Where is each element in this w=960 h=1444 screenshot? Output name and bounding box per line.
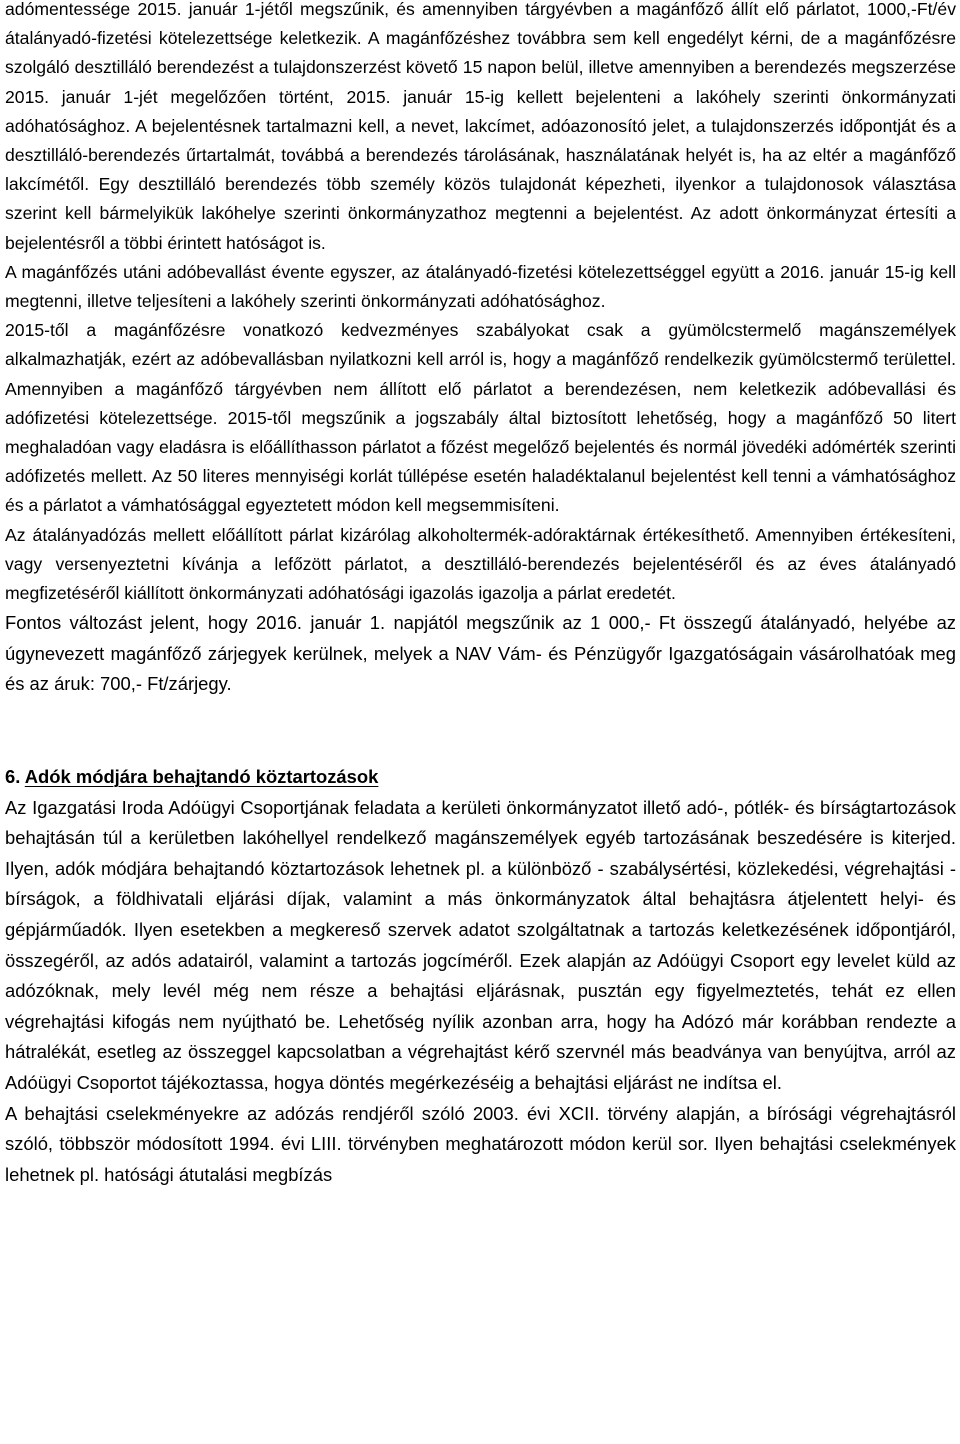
document-page — [5, 0, 956, 1190]
magánfőzés-section — [5, 0, 956, 700]
paragraph-atalanyadozas: Az átalányadózás mellett előállított párlat kizárólag alkoholtermék-adóraktárnak értékesíthető. Amennyiben értékesíteni, vagy versenyeztetni kívánja a lefőzött párlatot, a desztilláló-berendezés bejelentéséről és az éves átalányadó megfizetéséről kiállított önkormányzati adóhatósági igazolás igazolja a párlat eredetét. — [5, 524, 956, 604]
koztartozasok-section — [5, 762, 956, 1190]
paragraph-igazgatasi-iroda: Az Igazgatási Iroda Adóügyi Csoportjának feladata a kerületi önkormányzatot illető adó-, pótlék- és bírságtartozások behajtásán túl a kerületben lakóhellyel rendelkező magánszemélyek egyéb tartozásának beszedésére is kiterjed. Ilyen, adók módjára behajtandó köztartozások lehetnek pl. a különböző - szabálysértési, közlekedési, végrehajtási - bírságok, a földhivatali eljárási díjak, valamint a más önkormányzatok által behajtásra átjelentett helyi- és gépjárműadók. Ilyen esetekben a megkereső szervek adatot szolgáltatnak a tartozás keletkezésének időpontjáról, összegéről, az adós adatairól, valamint a tartozás jogcíméről. Ezek alapján az Adóügyi Csoport egy levelet küld az adózóknak, mely levél még nem része a behajtási eljárásnak, pusztán egy figyelmeztetés, tehát ez ellen végrehajtási kifogás nem nyújtható be. Lehetőség nyílik azonban arra, hogy ha Adózó már korábban rendezte a hátralékát, esetleg az összeggel kapcsolatban a végrehajtást kérő szervnél más beadványa van benyújtva, arról az Adóügyi Csoportot tájékoztassa, hogya döntés megérkezéséig a behajtási eljárást ne indítsa el. — [5, 796, 956, 1093]
section-number: 6. — [5, 766, 21, 788]
paragraph-adomentesseg: adómentessége 2015. január 1-jétől megszűnik, és amennyiben tárgyévben a magánfőző állít elő párlatot, 1000,-Ft/év átalányadó-fizetési kötelezettsége keletkezik. A magánfőzéshez továbbra sem kell engedélyt kérni, de a magánfőzésre szolgáló desztilláló berendezést a tulajdonszerzést követő 15 napon belül, illetve amennyiben a berendezés megszerzése 2015. január 1-jét megelőzően történt, 2015. január 15-ig kellett bejelenteni a lakóhely szerinti önkormányzati adóhatósághoz. A bejelentésnek tartalmazni kell, a nevet, lakcímet, adóazonosító jelet, a tulajdonszerzés időpontját és a desztilláló-berendezés űrtartalmát, továbbá a berendezés tárolásának, használatának helyét is, ha az eltér a magánfőző lakcímétől. Egy desztilláló berendezés több személy közös tulajdonát képezheti, ilyenkor a tulajdonosok választása szerint kell bármelyikük lakóhelye szerinti önkormányzathoz megtenni a bejelentést. Az adott önkormányzat értesíti a bejelentésről a többi érintett hatóságot is. — [5, 0, 956, 253]
paragraph-adobevallas: A magánfőzés utáni adóbevallást évente egyszer, az átalányadó-fizetési kötelezettséggel együtt a 2016. január 15-ig kell megtenni, illetve teljesíteni a lakóhely szerinti önkormányzati adóhatósághoz. — [5, 261, 956, 312]
section-heading — [5, 762, 956, 793]
paragraph-zarjegy: Fontos változást jelent, hogy 2016. január 1. napjától megszűnik az 1 000,- Ft összegű átalányadó, helyébe az úgynevezett magánfőző zárjegyek kerülnek, melyek a NAV Vám- és Pénzügyőr Igazgatóságain vásárolhatóak meg és az áruk: 700,- Ft/zárjegy. — [5, 612, 956, 695]
paragraph-behajtasi-cselekmenyek: A behajtási cselekményekre az adózás rendjéről szóló 2003. évi XCII. törvény alapján, a bírósági végrehajtásról szóló, többször módosított 1994. évi LIII. törvényben meghatározott módon kerül sor. Ilyen behajtási cselekmények lehetnek pl. hatósági átutalási megbízás — [5, 1102, 956, 1185]
paragraph-kedvezmenyes-szabalyok: 2015-től a magánfőzésre vonatkozó kedvezményes szabályokat csak a gyümölcstermelő magánszemélyek alkalmazhatják, ezért az adóbevallásban nyilatkozni kell arról is, hogy a magánfőző rendelkezik gyümölcstermő területtel. Amennyiben a magánfőző tárgyévben nem állított elő párlatot a berendezésen, nem keletkezik adóbevallási és adófizetési kötelezettsége. 2015-től megszűnik a jogszabály által biztosított lehetőség, hogy a magánfőző 50 litert meghaladóan vagy eladásra is előállíthasson párlatot a főzést megelőző bejelentés és normál jövedéki adómérték szerinti adófizetés mellett. Az 50 literes mennyiségi korlát túllépése esetén haladéktalanul bejelentést kell tenni a vámhatósághoz és a párlatot a vámhatósággal egyeztetett módon kell megsemmisíteni. — [5, 320, 956, 516]
section-spacer — [5, 700, 956, 762]
section-title: Adók módjára behajtandó köztartozások — [24, 766, 379, 788]
